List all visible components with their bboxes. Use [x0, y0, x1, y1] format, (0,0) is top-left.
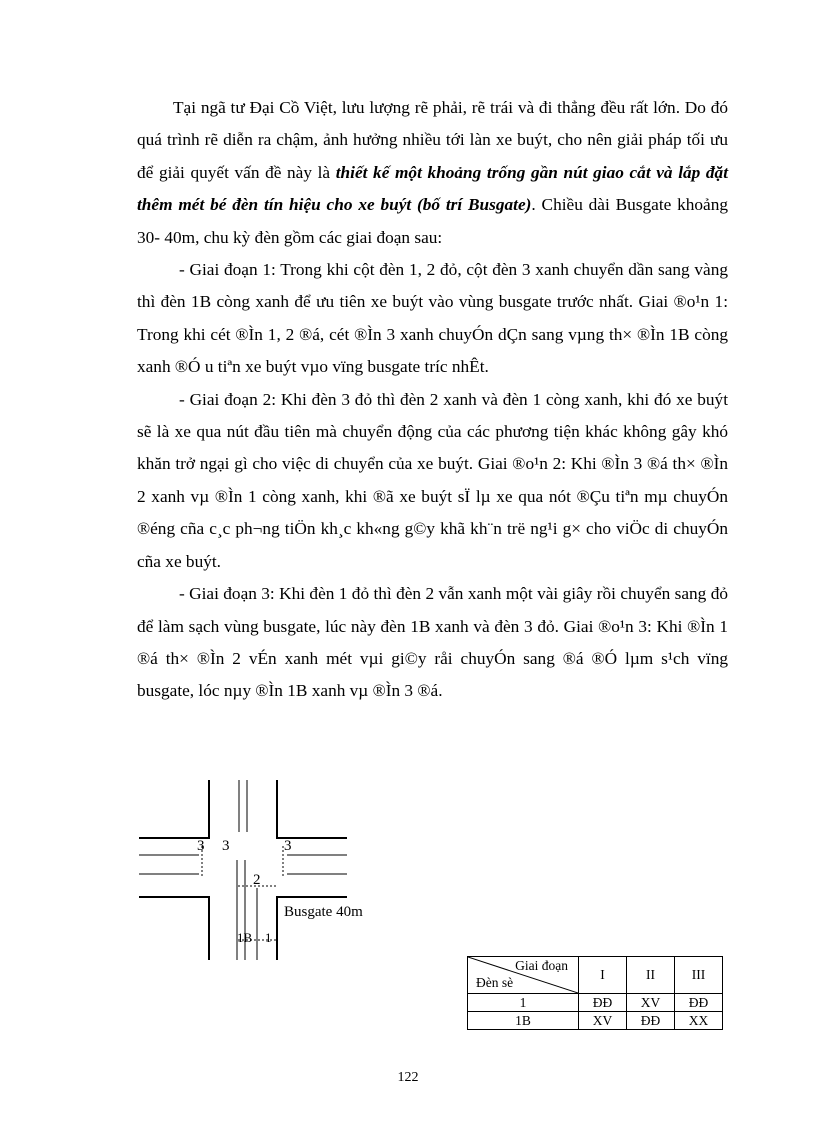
row-label: 1B	[468, 1012, 579, 1030]
road-edge-top-left	[139, 780, 209, 838]
body-text	[137, 92, 728, 708]
row-label: 1	[468, 994, 579, 1012]
road-edge-top-right	[277, 780, 347, 838]
table-cell: XX	[675, 1012, 723, 1030]
table-cell: ĐĐ	[675, 994, 723, 1012]
table-cell: ĐĐ	[627, 1012, 675, 1030]
paragraph-stage-2: - Giai đoạn 2: Khi đèn 3 đỏ thì đèn 2 xanh và đèn 1 còng xanh, khi đó xe buýt sẽ là xe qua nút đầu tiên mà chuyển động của các phương tiện khác không gây khó khăn trở ngại gì cho việc di chuyển của xe buýt. Giai ®o¹n 2: Khi ®Ìn 3 ®á th× ®Ìn 2 xanh vµ ®Ìn 1 còng xanh, khi ®ã xe buýt sÏ lµ xe qua nót ®Çu tiªn mµ chuyÓn ®éng cña c¸c ph¬ng tiÖn kh¸c kh«ng g©y khã kh¨n trë ng¹i g× cho viÖc di chuyÓn cña xe buýt.	[137, 389, 728, 571]
intersection-diagram	[135, 780, 385, 965]
paragraph-intro	[137, 92, 728, 254]
corner-stage-label: Giai đoạn	[515, 958, 568, 973]
table-row	[468, 1012, 723, 1030]
table-cell: XV	[627, 994, 675, 1012]
intro-tail: . Chiều dài Busgate khoảng 30- 40m, chu kỳ đèn gồm các giai đoạn sau:	[137, 195, 728, 247]
intro-emphasis: thiết kế một khoảng trống gần nút giao cắt và lắp đặt thêm mét bé đèn tín hiệu cho xe buýt (bố trí Busgate)	[137, 162, 728, 215]
paragraph-stage-1: - Giai đoạn 1: Trong khi cột đèn 1, 2 đỏ, cột đèn 3 xanh chuyển dần sang vàng thì đèn 1B còng xanh để ưu tiên xe buýt vào vùng busgate trước nhất. Giai ®o¹n 1: Trong khi cét ®Ìn 1, 2 ®á, cét ®Ìn 3 xanh chuyÓn dÇn sang vµng th× ®Ìn 1B còng xanh ®Ó u tiªn xe buýt vµo vïng busgate tríc nhÊt.	[137, 260, 728, 377]
road-edge-bottom-left	[139, 897, 209, 960]
page-number: 122	[397, 1070, 419, 1085]
table-cell: ĐĐ	[579, 994, 627, 1012]
column-header: I	[579, 957, 627, 994]
signal-3-mid-label: 3	[222, 838, 230, 854]
column-header: II	[627, 957, 675, 994]
paragraph-stage-3: - Giai đoạn 3: Khi đèn 1 đỏ thì đèn 2 vẫn xanh một vài giây rồi chuyển sang đỏ để làm sạch vùng busgate, lúc này đèn 1B xanh và đèn 3 đỏ. Giai ®o¹n 3: Khi ®Ìn 1 ®á th× ®Ìn 2 vÉn xanh mét vµi gi©y råi chuyÓn sang ®á ®Ó lµm s¹ch vïng busgate, lóc nµy ®Ìn 1B xanh vµ ®Ìn 3 ®á.	[137, 584, 728, 701]
intro-lead: Tại ngã tư Đại Cồ Việt, lưu lượng rẽ phải, rẽ trái và đi thẳng đều rất lớn. Do đó quá trình rẽ diễn ra chậm, ảnh hưởng nhiều tới làn xe buýt, cho nên giải pháp tối ưu để giải quyết vấn đề này là	[137, 98, 728, 182]
corner-signal-label: Đèn sè	[476, 975, 514, 990]
table-corner-header	[468, 957, 579, 994]
table-row	[468, 994, 723, 1012]
signal-3-left-label: 3	[197, 838, 205, 854]
signal-1b-label: 1B	[237, 930, 253, 945]
signal-3-right-label: 3	[284, 838, 292, 854]
table-cell: XV	[579, 1012, 627, 1030]
signal-phase-table	[467, 956, 723, 1030]
column-header: III	[675, 957, 723, 994]
signal-2-label: 2	[253, 872, 261, 888]
signal-1-label: 1	[265, 930, 272, 945]
busgate-length-label: Busgate 40m	[284, 904, 363, 920]
